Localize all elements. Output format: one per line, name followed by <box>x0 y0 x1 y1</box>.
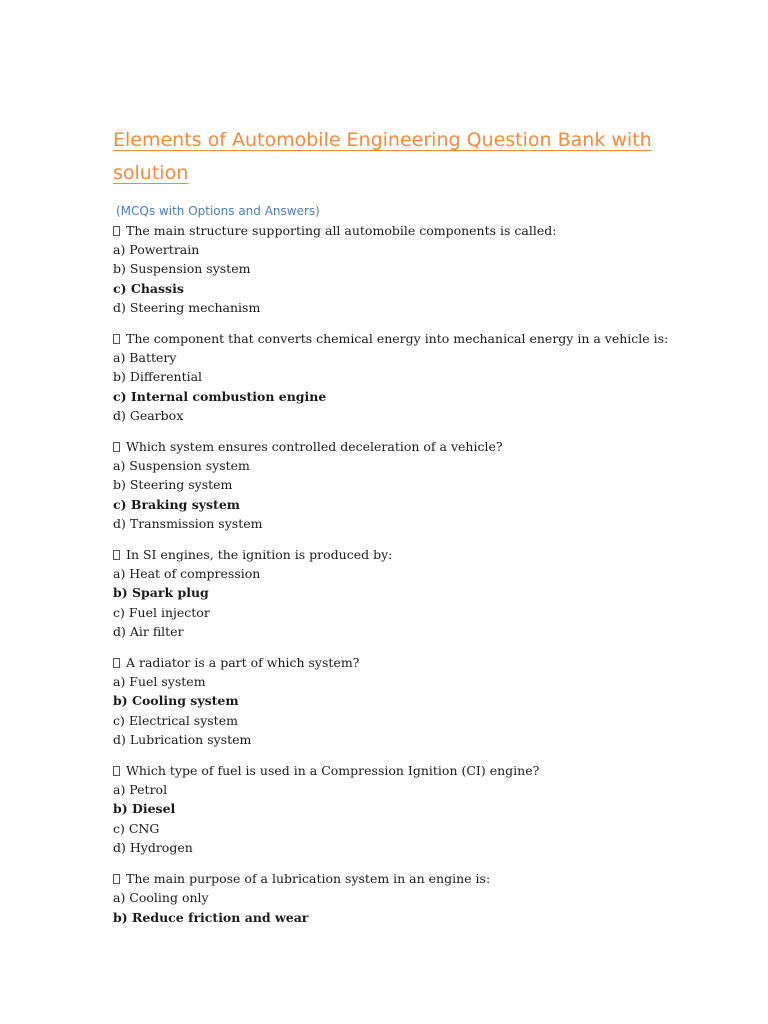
correct-answer-option: b) Diesel <box>113 801 176 817</box>
missing-glyph-icon <box>113 442 120 452</box>
correct-answer-option: b) Cooling system <box>113 693 239 709</box>
question-text: A radiator is a part of which system? <box>126 655 360 671</box>
answer-option: b) Suspension system <box>113 261 251 277</box>
document-subtitle: (MCQs with Options and Answers) <box>116 204 320 218</box>
answer-option: c) Fuel injector <box>113 604 210 620</box>
answer-option: a) Powertrain <box>113 242 200 258</box>
missing-glyph-icon <box>113 766 120 776</box>
question-text-line <box>113 221 673 240</box>
question-text: The main structure supporting all automobile components is called: <box>126 223 557 238</box>
question-block <box>113 545 673 641</box>
answer-option: d) Gearbox <box>113 407 184 423</box>
question-text-line <box>113 329 673 348</box>
question-text-line <box>113 761 673 780</box>
answer-option: a) Heat of compression <box>113 566 261 582</box>
answer-option: a) Suspension system <box>113 458 250 474</box>
answer-option: b) Steering system <box>113 477 233 493</box>
answer-option: d) Lubrication system <box>113 731 252 747</box>
question-block <box>113 761 673 857</box>
answer-option: d) Air filter <box>113 623 184 639</box>
correct-answer-option: c) Chassis <box>113 280 184 296</box>
correct-answer-option: b) Reduce friction and wear <box>113 909 309 925</box>
document-page <box>113 124 673 939</box>
question-text-line <box>113 545 673 564</box>
document-title: Elements of Automobile Engineering Question Bank with solution <box>113 129 652 184</box>
question-text: The component that converts chemical energy into mechanical energy in a vehicle is: <box>126 331 669 347</box>
question-block <box>113 329 673 425</box>
question-text: Which system ensures controlled deceleration of a vehicle? <box>126 439 503 455</box>
question-block <box>113 869 673 927</box>
answer-option: c) CNG <box>113 820 160 836</box>
question-text-line <box>113 653 673 672</box>
answer-option: c) Electrical system <box>113 712 238 728</box>
question-block <box>113 653 673 749</box>
question-block <box>113 221 673 317</box>
missing-glyph-icon <box>113 658 120 668</box>
answer-option: a) Cooling only <box>113 890 209 906</box>
question-text: In SI engines, the ignition is produced by: <box>126 547 393 563</box>
question-text-line <box>113 437 673 456</box>
missing-glyph-icon <box>113 226 120 236</box>
answer-option: a) Fuel system <box>113 674 206 690</box>
answer-option: d) Steering mechanism <box>113 299 261 315</box>
correct-answer-option: c) Internal combustion engine <box>113 388 327 404</box>
answer-option: b) Differential <box>113 369 203 385</box>
correct-answer-option: b) Spark plug <box>113 585 209 601</box>
missing-glyph-icon <box>113 550 120 560</box>
question-block <box>113 437 673 533</box>
question-text: Which type of fuel is used in a Compression Ignition (CI) engine? <box>126 763 540 779</box>
answer-option: d) Hydrogen <box>113 839 193 855</box>
answer-option: a) Petrol <box>113 782 168 798</box>
question-text: The main purpose of a lubrication system in an engine is: <box>126 871 491 887</box>
question-list <box>113 221 673 927</box>
answer-option: d) Transmission system <box>113 515 263 531</box>
missing-glyph-icon <box>113 334 120 344</box>
answer-option: a) Battery <box>113 350 177 366</box>
missing-glyph-icon <box>113 874 120 884</box>
question-text-line <box>113 869 673 888</box>
correct-answer-option: c) Braking system <box>113 496 241 512</box>
